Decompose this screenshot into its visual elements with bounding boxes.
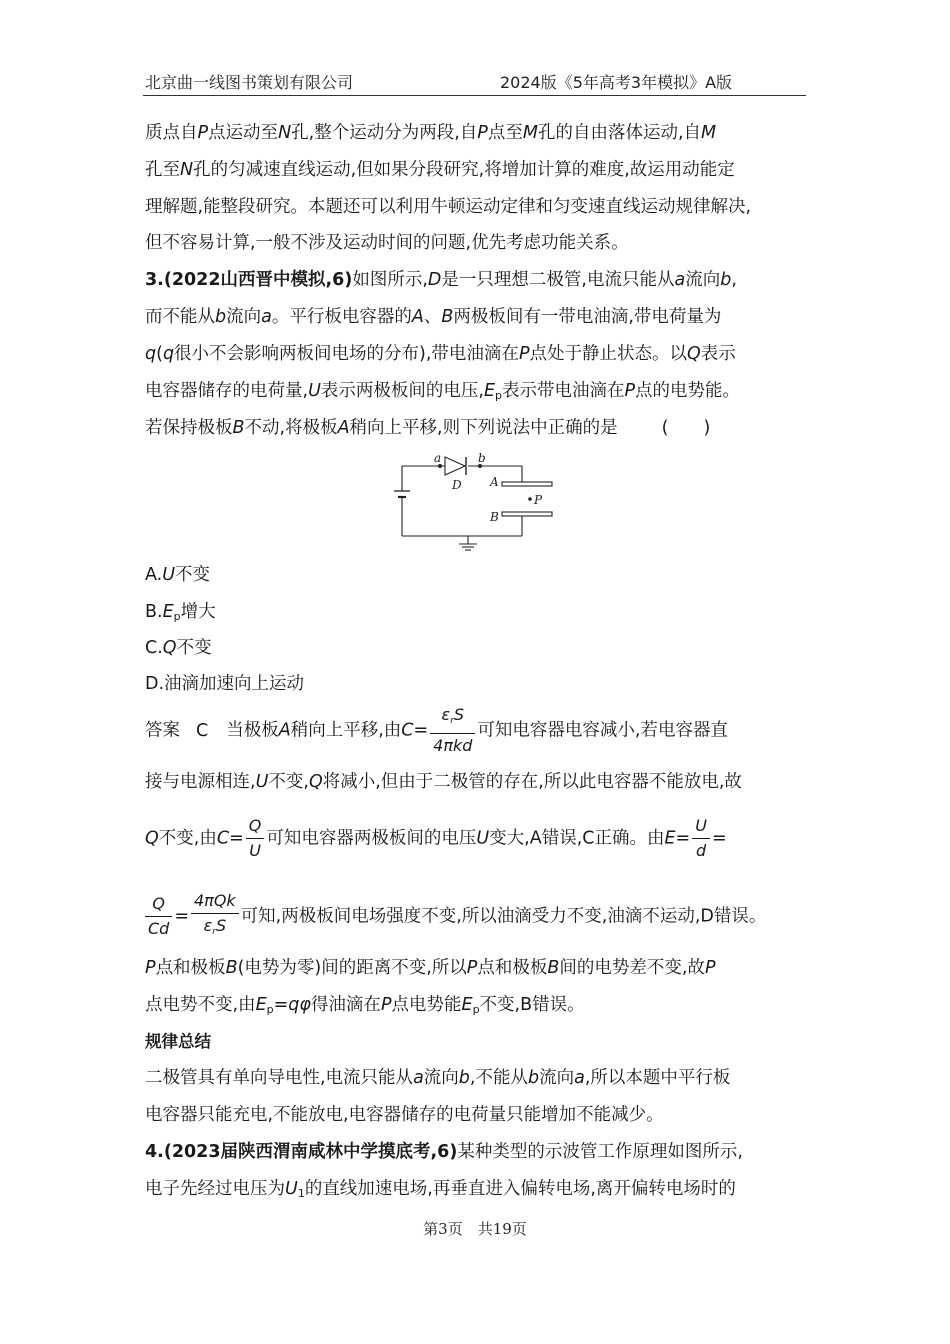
fraction-Q-over-U: $\frac{Q}{U}$ [246,815,265,862]
label-a: a [434,451,442,465]
fraction-Q-over-Cd: $\frac{Q}{Cd}$ [145,893,172,940]
fraction-U-over-d: $\frac{U}{d}$ [692,815,710,862]
rule-line-1: 二极管具有单向导电性,电流只能从a流向b,不能从b流向a,所以本题中平行板 [145,1068,731,1088]
answer-line-1: 答案 C 当极板A稍向上平移,由C= $\frac{\text{εrS}}{\text{4πkd}}$ 可知电容器电容减小,若电容器直 [145,705,728,755]
answer-line-6: 点电势不变,由$E_p=q\varphi$得油滴在P点电势能$E_p$不变,B错误。 [145,995,585,1016]
answer-label: 答案 [145,720,180,741]
q3-line-2: 而不能从b流向a。平行板电容器的A、B两极板间有一带电油滴,带电荷量为 [145,307,722,327]
answer-choice: C [196,720,209,741]
analysis-line-1: 质点自P点运动至N孔,整个运动分为两段,自P点至M孔的自由落体运动,自M [145,123,717,143]
header-right: 2024版《5年高考3年模拟》A版 [500,73,733,92]
answer-blank: ( ) [661,418,711,438]
answer-line-2: 接与电源相连,U不变,Q将减小,但由于二极管的存在,所以此电容器不能放电,故 [145,772,742,792]
option-C: C.Q不变 [145,638,212,658]
q3-line-5: 若保持极板B不动,将极板A稍向上平移,则下列说法中正确的是 ( ) [145,414,710,439]
label-b: b [478,451,486,465]
circuit-diagram [390,448,560,558]
q3-line-4: 电容器储存的电荷量,U表示两极板间的电压$,E_p$表示带电油滴在P点的电势能。 [145,381,741,402]
answer-line-3: Q不变,由C= $\frac{Q}{U}$ 可知电容器两极板间的电压U变大,A错误,C正确。由E= $\frac{U}{d}$ = [145,816,727,860]
oil-drop [528,497,532,501]
q3-source: (2022山西晋中模拟,6) [163,270,353,290]
rule-summary-title: 规律总结 [145,1032,211,1051]
option-A: A.U不变 [145,565,211,585]
header-rule [143,95,806,96]
plate-A [502,482,552,486]
label-P: P [534,493,543,507]
header-left: 北京曲一线图书策划有限公司 [145,73,354,92]
analysis-line-4: 但不容易计算,一般不涉及运动时间的问题,优先考虑功能关系。 [145,233,629,253]
label-A: A [490,475,499,489]
field-strength-formula: $\frac{\text{4πQk}}{\text{εrS}}$ [191,890,239,943]
answer-line-5: P点和极板B(电势为零)间的距离不变,所以P点和极板B间的电势差不变,故P [145,958,716,978]
q4-source: (2023届陕西渭南咸林中学摸底考,6) [163,1142,458,1162]
diode-symbol [445,457,465,475]
analysis-line-2: 孔至N孔的匀减速直线运动,但如果分段研究,将增加计算的难度,故运用动能定 [145,160,735,180]
rule-line-2: 电容器只能充电,不能放电,电容器储存的电荷量只能增加不能减少。 [145,1105,664,1125]
label-D: D [452,478,462,492]
q4-line-2: 电子先经过电压为$U_1$的直线加速电场,再垂直进入偏转电场,离开偏转电场时的 [145,1179,736,1200]
answer-line-4: $\frac{Q}{Cd}$ = $\frac{\text{4πQk}}{\text{εrS}}$ 可知,两极板间电场强度不变,所以油滴受力不变,油滴不运动,D错误。 [145,890,766,943]
option-B: $B.E_p$增大 [145,602,216,623]
q3-line-3: q(q很小不会影响两板间电场的分布),带电油滴在P点处于静止状态。以Q表示 [145,344,736,364]
q3-line-1: 3.(2022山西晋中模拟,6)如图所示,D是一只理想二极管,电流只能从a流向b, [145,270,737,290]
option-D: D.油滴加速向上运动 [145,674,305,694]
page-footer: 第3页 共19页 [423,1220,527,1238]
capacitance-formula: $\frac{\text{εrS}}{\text{4πkd}}$ [430,704,475,757]
q4-line-1: 4.(2023届陕西渭南咸林中学摸底考,6)某种类型的示波管工作原理如图所示, [145,1142,743,1162]
label-B: B [490,510,499,524]
plate-B [502,512,552,516]
analysis-line-3: 理解题,能整段研究。本题还可以利用牛顿运动定律和匀变速直线运动规律解决, [145,197,752,217]
